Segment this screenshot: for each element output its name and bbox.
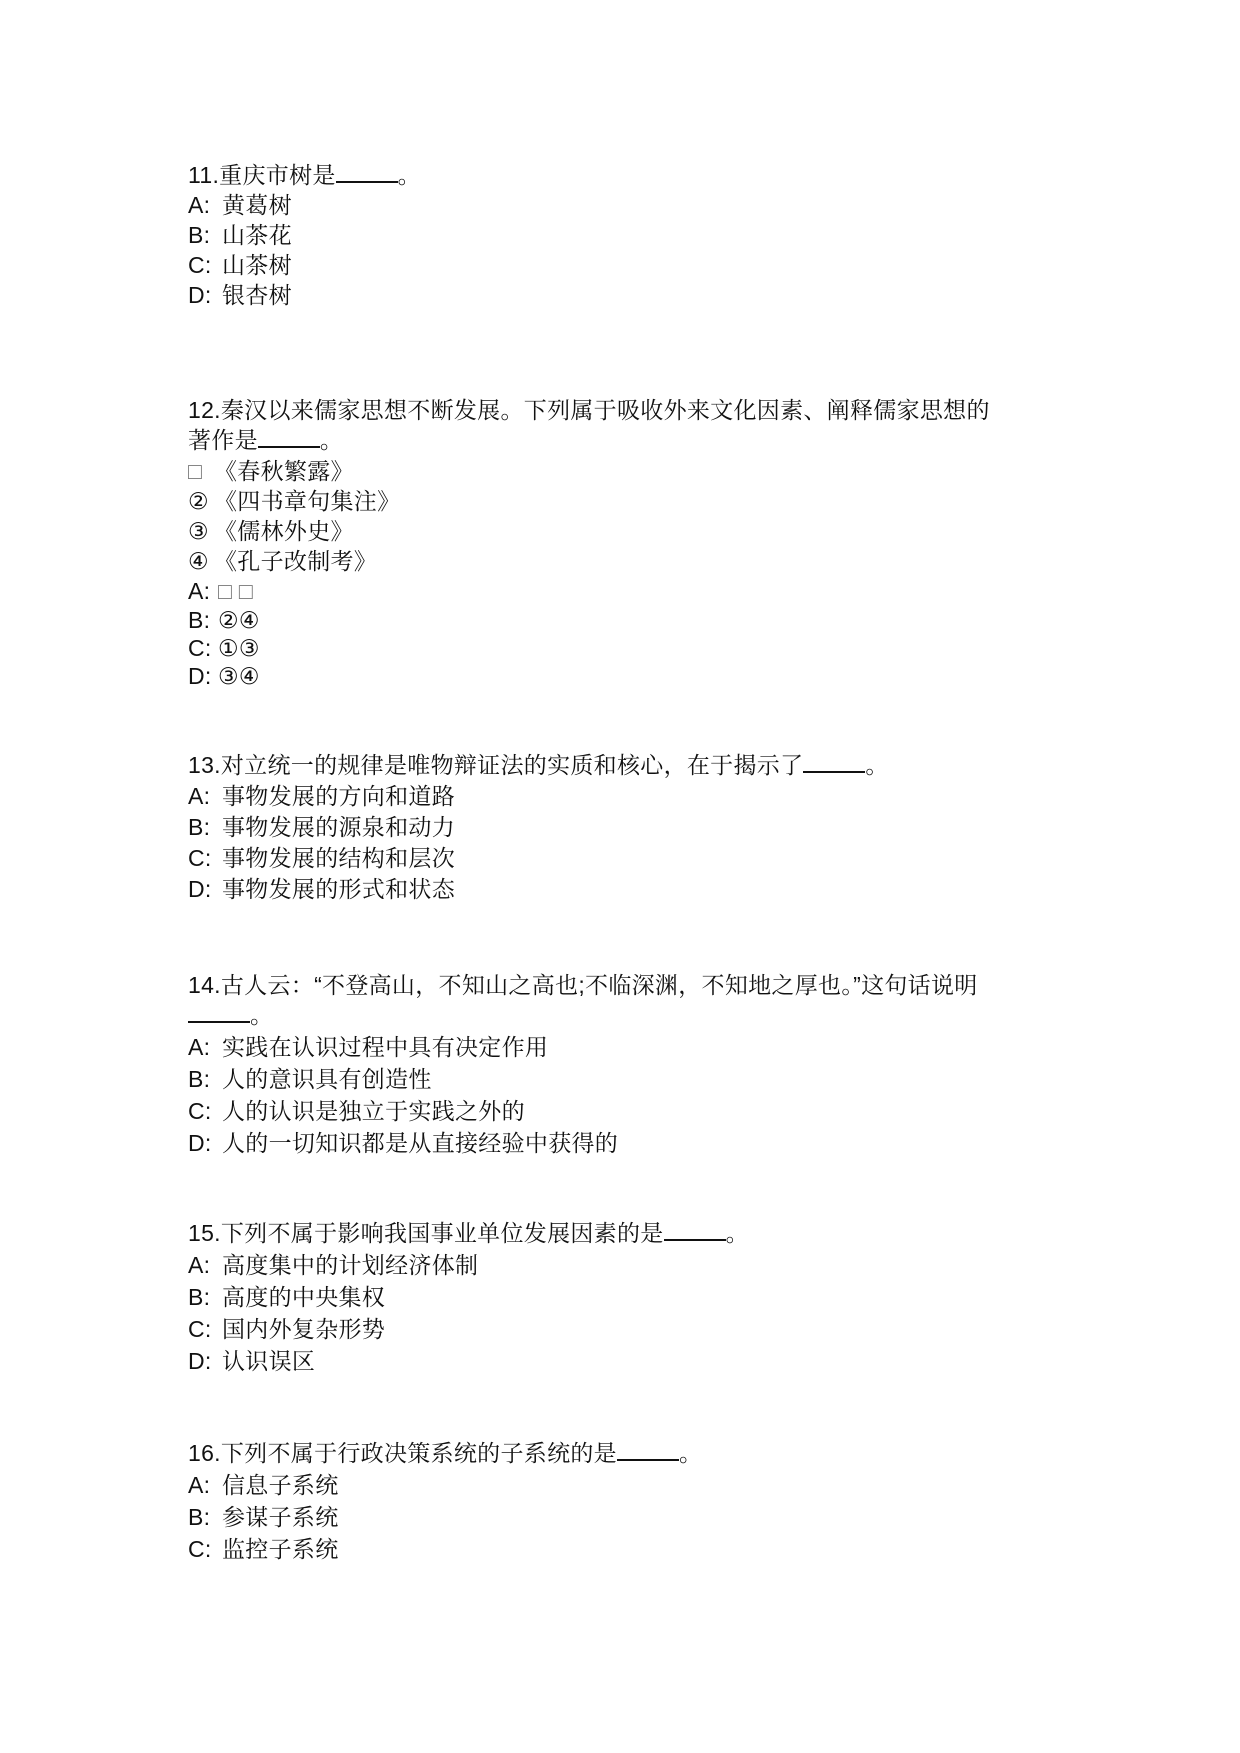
option-a: A: 黄葛树 [188,192,292,218]
question-stem-continued: 著作是 。 [188,427,344,453]
answer-blank [188,1001,250,1023]
answer-blank [336,161,398,183]
answer-blank [803,751,865,773]
option-a: A: 实践在认识过程中具有决定作用 [188,1034,549,1060]
statement-item-2: ② 《四书章句集注》 [188,488,401,514]
question-number: 11. [188,162,220,188]
statement-item-3: ③ 《儒林外史》 [188,518,354,544]
option-c: C: ①③ [188,635,260,661]
option-b: B: 人的意识具有创造性 [188,1066,432,1092]
option-a: A: 高度集中的计划经济体制 [188,1252,479,1278]
question-stem: 16.下列不属于行政决策系统的子系统的是 。 [188,1440,703,1466]
circled-number: ④ [188,548,209,574]
question-number: 12. [188,397,221,423]
circled-number: ② [188,488,209,514]
option-b: B: 参谋子系统 [188,1504,339,1530]
question-stem-continued: 。 [188,1000,273,1030]
option-a: A: □ □ [188,578,254,604]
answer-blank [617,1439,679,1461]
question-number: 15. [188,1220,221,1246]
option-c: C: 监控子系统 [188,1536,339,1562]
question-stem: 11.重庆市树是 。 [188,162,421,188]
question-number: 14. [188,972,221,998]
statement-item-4: ④ 《孔子改制考》 [188,548,378,574]
answer-blank [258,426,320,448]
option-a: A: 信息子系统 [188,1472,339,1498]
statement-item-1: □ 《春秋繁露》 [188,458,354,484]
missing-glyph-icon: □ [188,458,203,484]
question-number: 13. [188,752,221,778]
option-d: D: 认识误区 [188,1348,316,1374]
question-number: 16. [188,1440,221,1466]
option-d: D: ③④ [188,663,260,689]
missing-glyph-icon: □ □ [218,578,254,604]
option-b: B: 事物发展的源泉和动力 [188,814,455,840]
option-d: D: 人的一切知识都是从直接经验中获得的 [188,1130,619,1156]
option-d: D: 事物发展的形式和状态 [188,876,455,902]
option-c: C: 人的认识是独立于实践之外的 [188,1098,525,1124]
option-b: B: 高度的中央集权 [188,1284,386,1310]
option-b: B: ②④ [188,607,260,633]
question-stem: 15.下列不属于影响我国事业单位发展因素的是 。 [188,1220,749,1246]
option-b: B: 山茶花 [188,222,292,248]
option-a: A: 事物发展的方向和道路 [188,783,455,809]
circled-number: ③ [188,518,209,544]
option-c: C: 国内外复杂形势 [188,1316,386,1342]
option-d: D: 银杏树 [188,282,292,308]
option-c: C: 山茶树 [188,252,292,278]
question-stem: 13.对立统一的规律是唯物辩证法的实质和核心，在于揭示了 。 [188,752,889,778]
answer-blank [664,1219,726,1241]
question-stem: 12.秦汉以来儒家思想不断发展。下列属于吸收外来文化因素、阐释儒家思想的 [188,397,990,423]
option-c: C: 事物发展的结构和层次 [188,845,455,871]
question-stem: 14.古人云：“不登高山，不知山之高也;不临深渊，不知地之厚也。”这句话说明 [188,972,978,998]
